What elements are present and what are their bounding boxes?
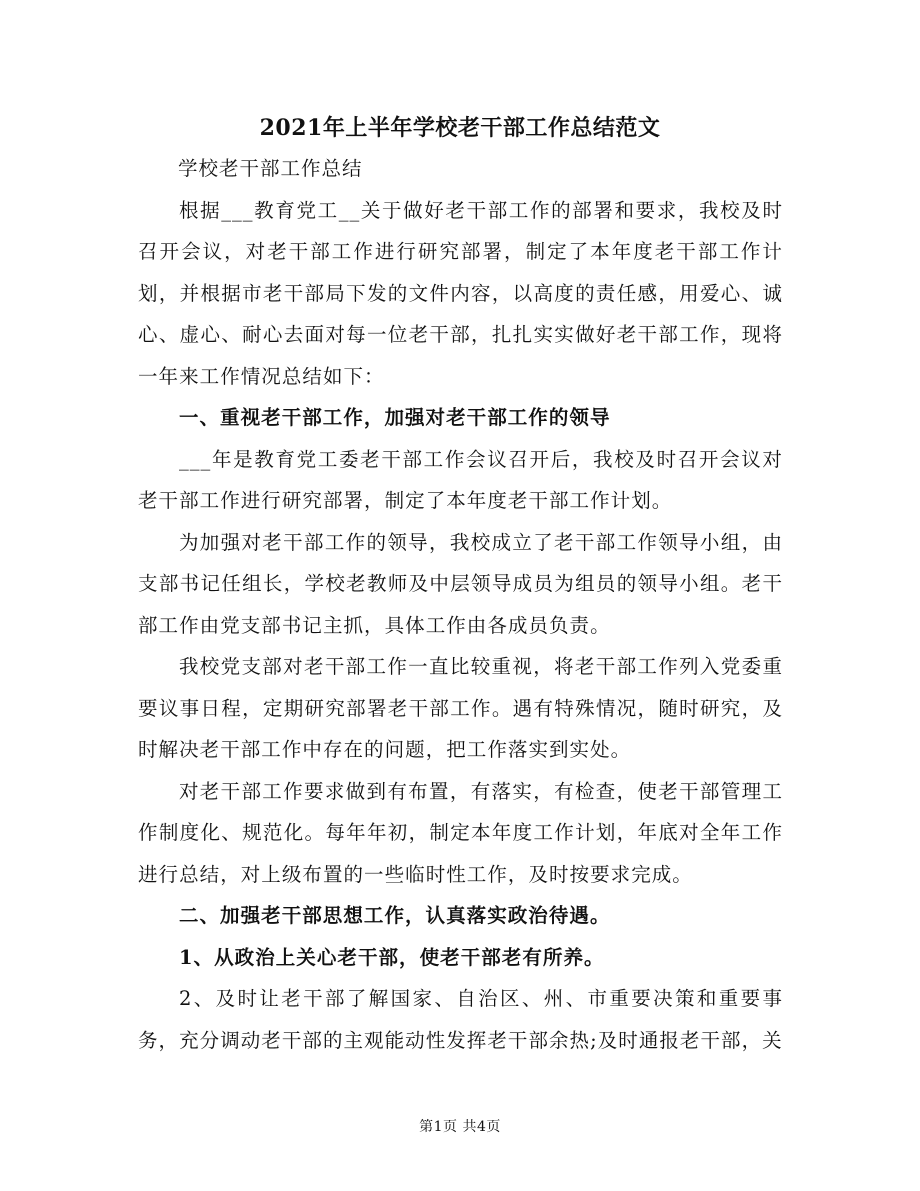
subsection-heading-1: 1、从政治上关心老干部，使老干部老有所养。: [178, 945, 605, 969]
section-heading-2: 二、加强老干部思想工作，认真落实政治待遇。: [178, 904, 611, 927]
paragraph: 我校党支部对老干部工作一直比较重视，将老干部工作列入党委重要议事日程，定期研究部署老干部工作。遇有特殊情况，随时研究，及时解决老干部工作中存在的问题，把工作落实到实处。: [138, 655, 783, 761]
section-heading-1: 一、重视老干部工作，加强对老干部工作的领导: [178, 406, 611, 429]
paragraph: ___年是教育党工委老干部工作会议召开后，我校及时召开会议对老干部工作进行研究部署，制定了本年度老干部工作计划。: [138, 447, 783, 512]
document-title: 2021年上半年学校老干部工作总结范文: [259, 115, 661, 141]
paragraph: 对老干部工作要求做到有布置，有落实，有检查，使老干部管理工作制度化、规范化。每年年初，制定本年度工作计划，年底对全年工作进行总结，对上级布置的一些临时性工作，及时按要求完成。: [138, 779, 783, 886]
paragraph: 为加强对老干部工作的领导，我校成立了老干部工作领导小组，由支部书记任组长，学校老教师及中层领导成员为组员的领导小组。老干部工作由党支部书记主抓，具体工作由各成员负责。: [138, 530, 783, 637]
paragraph-intro: 根据___教育党工__关于做好老干部工作的部署和要求，我校及时召开会议，对老干部工作进行研究部署，制定了本年度老干部工作计划，并根据市老干部局下发的文件内容，以高度的责任感，用爱心、诚心、虚心、耐心去面对每一位老干部，扎扎实实做好老干部工作，现将一年来工作情况总结如下：: [138, 198, 783, 388]
document-body: [138, 148, 783, 1061]
paragraph: 2、及时让老干部了解国家、自治区、州、市重要决策和重要事务，充分调动老干部的主观能动性发挥老干部余热;及时通报老干部，关: [138, 987, 783, 1052]
page-footer: 第1页 共4页: [419, 1119, 501, 1135]
document-subtitle: 学校老干部工作总结: [178, 157, 363, 180]
